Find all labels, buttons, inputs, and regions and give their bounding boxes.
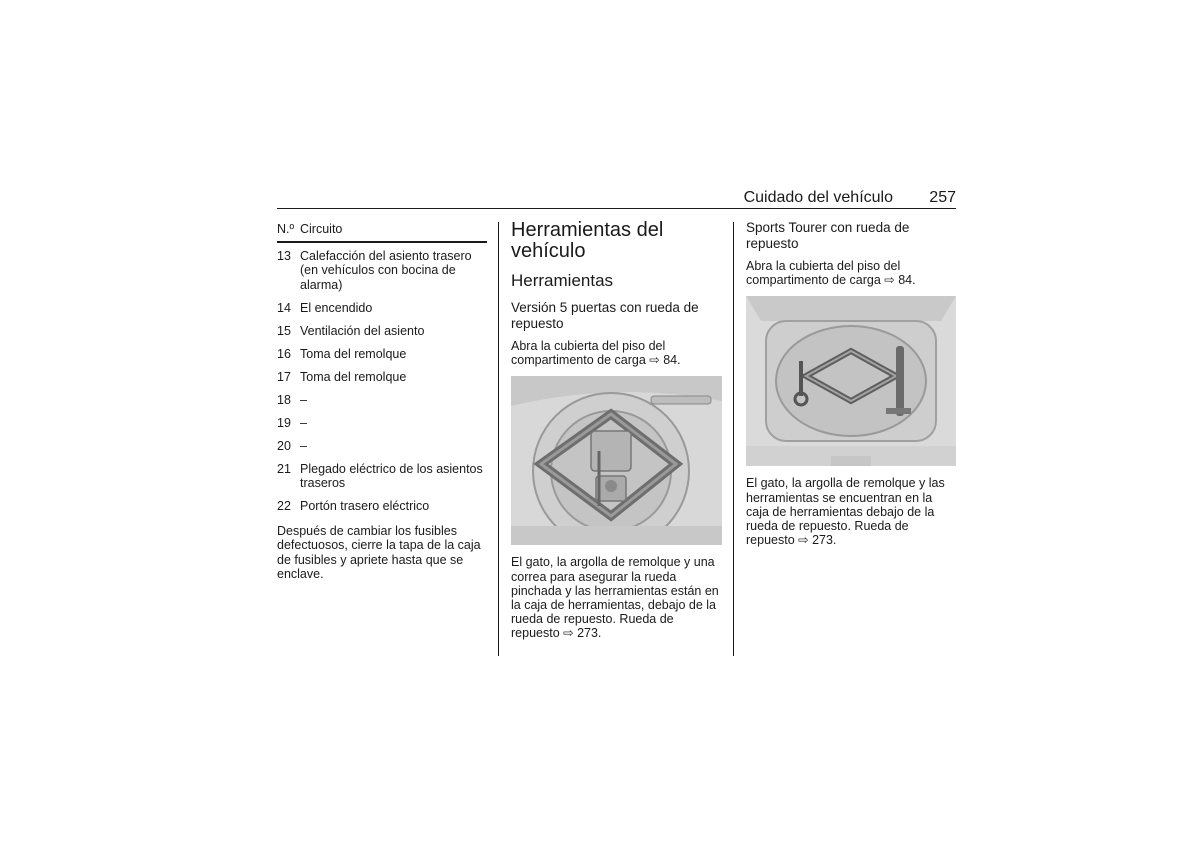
table-row [277, 301, 487, 316]
sports-tourer-heading: Sports Tourer con rueda de repuesto [746, 220, 910, 251]
fuse-circuit: Plegado eléctrico de los asientos traseros [300, 461, 483, 490]
sports-tourer-tools-image [746, 296, 956, 466]
five-door-intro: Abra la cubierta del piso del compartimento de carga ⇨ 84. [511, 339, 681, 368]
fuse-number: 15 [277, 323, 291, 338]
sports-tourer-column [746, 220, 956, 547]
tools-column [511, 220, 722, 641]
fuse-table-body [277, 249, 487, 514]
table-row [277, 393, 487, 408]
section-heading: Herramientas del vehículo [511, 219, 664, 262]
fuse-circuit: Toma del remolque [300, 346, 407, 361]
table-row [277, 370, 487, 385]
fuse-table-column [277, 222, 487, 582]
fuse-table-header [277, 222, 487, 243]
fuse-number: 22 [277, 499, 291, 513]
fuse-circuit: Toma del remolque [300, 369, 407, 384]
table-row [277, 249, 487, 293]
five-door-heading: Versión 5 puertas con rueda de repuesto [511, 300, 699, 331]
table-row [277, 462, 487, 491]
table-row [277, 416, 487, 431]
fuse-number: 16 [277, 346, 291, 361]
fuse-circuit: Portón trasero eléctrico [300, 499, 430, 513]
section-title: Cuidado del vehículo [743, 189, 893, 206]
fuse-circuit: Ventilación del asiento [300, 323, 425, 338]
fuse-circuit: – [300, 415, 307, 430]
fuse-number: 13 [277, 248, 291, 263]
fuse-circuit: – [300, 392, 307, 407]
five-door-caption: El gato, la argolla de remolque y una correa para asegurar la rueda pinchada y las herramientas están en la caja de herramientas, debajo de la rueda de repuesto. Rueda de repuesto ⇨ 273. [511, 555, 719, 641]
fuse-circuit: – [300, 438, 307, 453]
table-row [277, 347, 487, 362]
fuse-number: 14 [277, 300, 291, 315]
fuse-number: 17 [277, 369, 291, 384]
fuse-circuit: Calefacción del asiento trasero (en vehículos con bocina de alarma) [300, 248, 472, 292]
table-row [277, 439, 487, 454]
fuse-note: Después de cambiar los fusibles defectuosos, cierre la tapa de la caja de fusibles y apriete hasta que se enclave. [277, 523, 481, 581]
column-divider [733, 222, 734, 656]
fuse-number: 19 [277, 415, 291, 430]
five-door-tools-image [511, 376, 722, 545]
page-header [277, 188, 956, 209]
table-row [277, 499, 487, 514]
column-divider [498, 222, 499, 656]
fuse-number: 20 [277, 438, 291, 453]
subsection-heading: Herramientas [511, 271, 614, 290]
column-header-number: N.º [277, 222, 295, 236]
page-number: 257 [929, 189, 956, 206]
fuse-circuit: El encendido [300, 300, 373, 315]
table-row [277, 324, 487, 339]
sports-tourer-caption: El gato, la argolla de remolque y las herramientas se encuentran en la caja de herramientas debajo de la rueda de repuesto. Rueda de repuesto ⇨ 273. [746, 476, 945, 548]
fuse-number: 18 [277, 392, 291, 407]
fuse-number: 21 [277, 461, 291, 476]
column-header-circuit: Circuito [300, 222, 343, 236]
sports-tourer-intro: Abra la cubierta del piso del compartimento de carga ⇨ 84. [746, 259, 916, 288]
